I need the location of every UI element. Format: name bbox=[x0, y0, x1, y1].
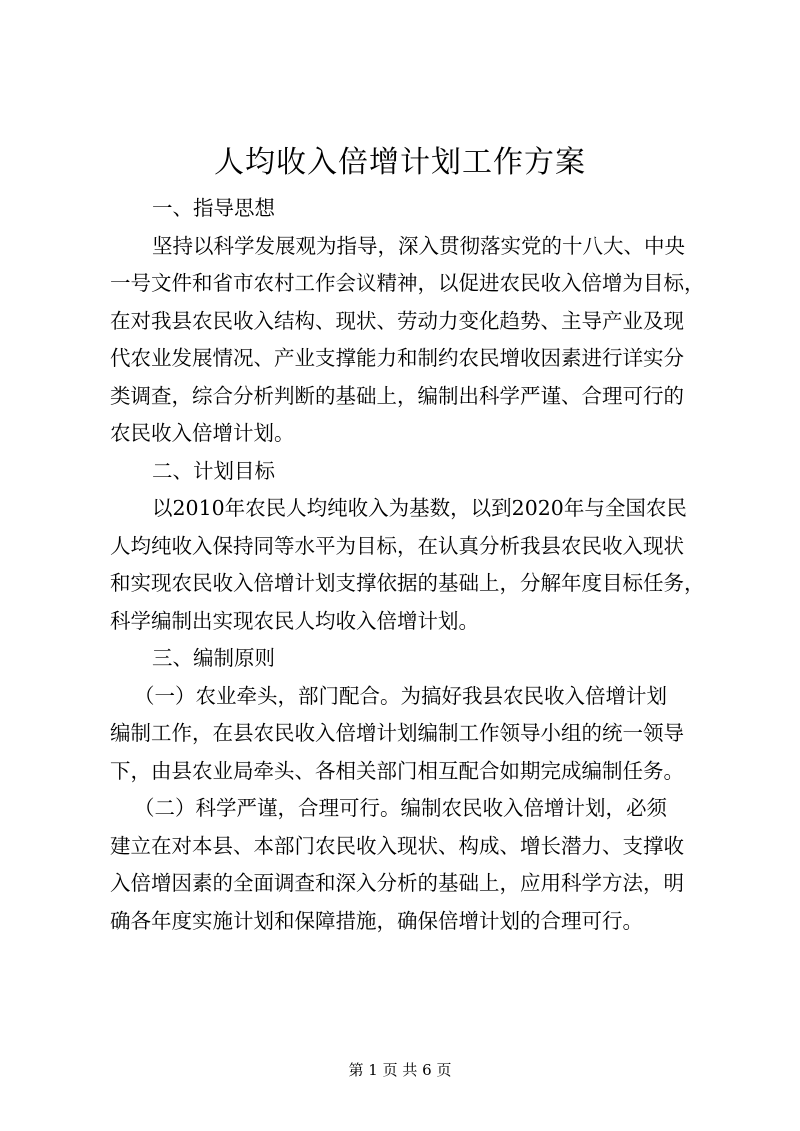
paragraph-line: 以2010年农民人均纯收入为基数，以到2020年与全国农民 bbox=[152, 496, 687, 520]
paragraph-line: 人均纯收入保持同等水平为目标，在认真分析我县农民收入现状 bbox=[110, 533, 684, 558]
document-title: 人均收入倍增计划工作方案 bbox=[214, 145, 586, 180]
paragraph-line: 建立在对本县、本部门农民收入现状、构成、增长潜力、支撑收 bbox=[110, 833, 684, 858]
paragraph-line: 农民收入倍增计划。 bbox=[110, 421, 295, 445]
paragraph-line: 确各年度实施计划和保障措施，确保倍增计划的合理可行。 bbox=[110, 908, 643, 933]
section-heading-3: 三、编制原则 bbox=[152, 646, 275, 670]
paragraph-line: 编制工作，在县农民收入倍增计划编制工作领导小组的统一领导 bbox=[110, 721, 684, 745]
paragraph-line: 代农业发展情况、产业支撑能力和制约农民增收因素进行详实分 bbox=[110, 346, 684, 370]
section-heading-2: 二、计划目标 bbox=[152, 458, 275, 483]
paragraph-line: 在对我县农民收入结构、现状、劳动力变化趋势、主导产业及现 bbox=[110, 308, 684, 333]
document-body bbox=[110, 190, 710, 940]
paragraph-line: 和实现农民收入倍增计划支撑依据的基础上，分解年度目标任务， bbox=[110, 571, 705, 595]
paragraph-line: 坚持以科学发展观为指导，深入贯彻落实党的十八大、中央 bbox=[152, 233, 685, 258]
paragraph-line: （一）农业牵头，部门配合。为搞好我县农民收入倍增计划 bbox=[134, 683, 667, 708]
paragraph-line: 类调查，综合分析判断的基础上，编制出科学严谨、合理可行的 bbox=[110, 383, 684, 408]
paragraph-line: 一号文件和省市农村工作会议精神，以促进农民收入倍增为目标， bbox=[110, 271, 705, 295]
section-heading-1: 一、指导思想 bbox=[152, 196, 275, 220]
paragraph-line: 下，由县农业局牵头、各相关部门相互配合如期完成编制任务。 bbox=[110, 758, 684, 783]
paragraph-line: 科学编制出实现农民人均收入倍增计划。 bbox=[110, 608, 479, 633]
paragraph-line: （二）科学严谨，合理可行。编制农民收入倍增计划，必须 bbox=[134, 796, 667, 820]
page-number-footer: 第 1 页 共 6 页 bbox=[348, 1061, 452, 1079]
paragraph-line: 入倍增因素的全面调查和深入分析的基础上，应用科学方法，明 bbox=[110, 871, 684, 895]
